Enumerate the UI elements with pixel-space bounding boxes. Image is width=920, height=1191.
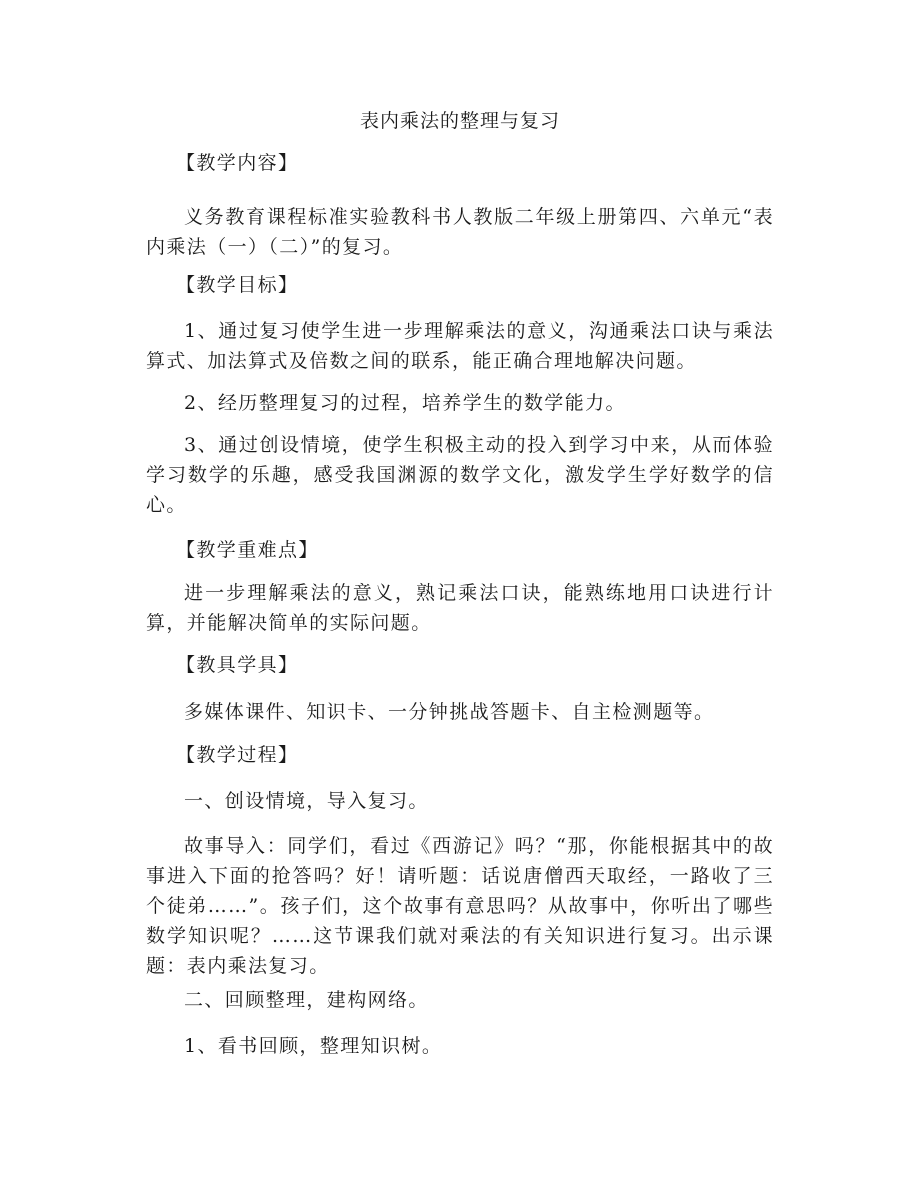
section-heading-content: 【教学内容】 bbox=[176, 152, 299, 174]
section-heading-goals: 【教学目标】 bbox=[176, 274, 299, 296]
paragraph-step-2: 二、回顾整理，建构网络。 bbox=[184, 989, 429, 1011]
paragraph-materials: 多媒体课件、知识卡、一分钟挑战答题卡、自主检测题等。 bbox=[184, 701, 715, 723]
paragraph-content: 义务教育课程标准实验教科书人教版二年级上册第四、六单元“表内乘法（一）（二）”的复习。 bbox=[146, 206, 774, 258]
paragraph-goal-3: 3、通过创设情境，使学生积极主动的投入到学习中来，从而体验学习数学的乐趣，感受我国渊源的数学文化，激发学生学好数学的信心。 bbox=[146, 434, 774, 516]
paragraph-step-2-1: 1、看书回顾，整理知识树。 bbox=[184, 1035, 443, 1057]
section-heading-key-points: 【教学重难点】 bbox=[176, 539, 319, 561]
paragraph-key-points: 进一步理解乘法的意义，熟记乘法口诀，能熟练地用口诀进行计算，并能解决简单的实际问题。 bbox=[146, 582, 774, 634]
section-heading-materials: 【教具学具】 bbox=[176, 654, 299, 676]
paragraph-step-1: 一、创设情境，导入复习。 bbox=[184, 790, 429, 812]
paragraph-goal-2: 2、经历整理复习的过程，培养学生的数学能力。 bbox=[184, 392, 626, 414]
paragraph-story: 故事导入：同学们，看过《西游记》吗？“那，你能根据其中的故事进入下面的抢答吗？好！请听题：话说唐僧西天取经，一路收了三个徒弟……”。孩子们，这个故事有意思吗？从故事中，你听出了哪些数学知识呢？……这节课我们就对乘法的有关知识进行复习。出示课题：表内乘法复习。 bbox=[146, 835, 774, 977]
document-title: 表内乘法的整理与复习 bbox=[359, 110, 560, 132]
section-heading-process: 【教学过程】 bbox=[176, 744, 299, 766]
paragraph-goal-1: 1、通过复习使学生进一步理解乘法的意义，沟通乘法口诀与乘法算式、加法算式及倍数之间的联系，能正确合理地解决问题。 bbox=[146, 320, 774, 372]
